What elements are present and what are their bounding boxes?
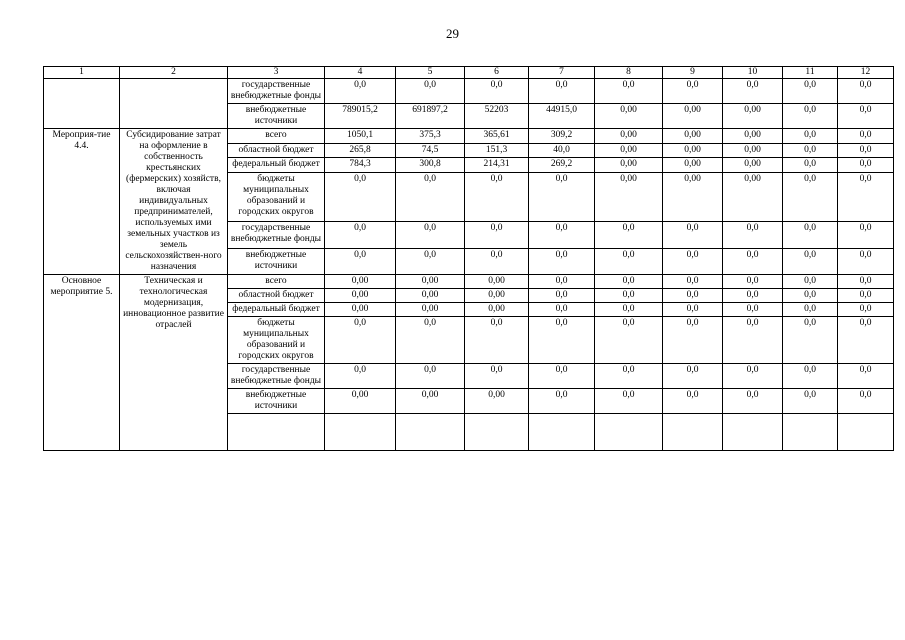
- value-cell: 0,0: [529, 79, 595, 104]
- funding-source-cell: бюджеты муниципальных образований и городских округов: [228, 317, 325, 364]
- measure-description-cell: [120, 79, 228, 129]
- value-cell: 691897,2: [396, 104, 465, 129]
- value-cell: 375,3: [396, 129, 465, 144]
- value-cell: 0,0: [783, 222, 838, 248]
- funding-source-cell: внебюджетные источники: [228, 104, 325, 129]
- value-cell: 0,0: [595, 317, 663, 364]
- header-cell: 5: [396, 67, 465, 79]
- blank-cell: [529, 414, 595, 451]
- value-cell: 0,00: [663, 173, 723, 222]
- funding-source-cell: областной бюджет: [228, 143, 325, 158]
- value-cell: 0,0: [529, 222, 595, 248]
- value-cell: 0,00: [465, 389, 529, 414]
- value-cell: 0,0: [325, 317, 396, 364]
- value-cell: 0,0: [783, 173, 838, 222]
- value-cell: 0,0: [595, 222, 663, 248]
- funding-source-cell: федеральный бюджет: [228, 303, 325, 317]
- value-cell: 0,0: [325, 222, 396, 248]
- value-cell: 0,0: [838, 248, 894, 274]
- blank-cell: [838, 414, 894, 451]
- value-cell: 0,0: [783, 248, 838, 274]
- value-cell: 151,3: [465, 143, 529, 158]
- value-cell: 365,61: [465, 129, 529, 144]
- value-cell: 0,00: [663, 143, 723, 158]
- value-cell: 0,0: [465, 173, 529, 222]
- value-cell: 0,00: [663, 158, 723, 173]
- value-cell: 0,0: [529, 289, 595, 303]
- value-cell: 789015,2: [325, 104, 396, 129]
- blank-cell: [465, 414, 529, 451]
- value-cell: 0,0: [838, 129, 894, 144]
- value-cell: 40,0: [529, 143, 595, 158]
- header-cell: 2: [120, 67, 228, 79]
- value-cell: 0,0: [723, 289, 783, 303]
- value-cell: 0,0: [838, 317, 894, 364]
- value-cell: 0,00: [325, 389, 396, 414]
- value-cell: 0,0: [783, 389, 838, 414]
- value-cell: 0,00: [325, 289, 396, 303]
- funding-source-cell: государственные внебюджетные фонды: [228, 364, 325, 389]
- value-cell: 0,0: [529, 303, 595, 317]
- value-cell: 0,0: [663, 222, 723, 248]
- value-cell: 0,0: [595, 389, 663, 414]
- value-cell: 0,0: [838, 275, 894, 289]
- value-cell: 0,00: [595, 173, 663, 222]
- header-cell: 12: [838, 67, 894, 79]
- value-cell: 44915,0: [529, 104, 595, 129]
- value-cell: 0,0: [465, 222, 529, 248]
- value-cell: 0,0: [783, 158, 838, 173]
- blank-cell: [228, 414, 325, 451]
- funding-source-cell: государственные внебюджетные фонды: [228, 79, 325, 104]
- value-cell: 309,2: [529, 129, 595, 144]
- value-cell: 0,0: [838, 143, 894, 158]
- measure-description-cell: Субсидирование затрат на оформление в собственность крестьянских (фермерских) хозяйств, включая индивидуальных предпринимателей, используемых ими земельных участков из земель сельскохозяйствен-ного назначения: [120, 129, 228, 275]
- value-cell: 0,00: [396, 275, 465, 289]
- value-cell: 0,00: [663, 129, 723, 144]
- value-cell: 0,0: [595, 364, 663, 389]
- value-cell: 0,0: [783, 143, 838, 158]
- budget-table: [43, 66, 894, 451]
- value-cell: 0,0: [838, 158, 894, 173]
- measure-code-cell: Мероприя-тие 4.4.: [44, 129, 120, 275]
- value-cell: 0,0: [663, 303, 723, 317]
- value-cell: 0,0: [595, 275, 663, 289]
- value-cell: 0,0: [838, 173, 894, 222]
- value-cell: 0,0: [783, 79, 838, 104]
- header-row: [44, 67, 894, 79]
- blank-cell: [663, 414, 723, 451]
- table-row: [44, 275, 894, 289]
- funding-source-cell: областной бюджет: [228, 289, 325, 303]
- blank-cell: [396, 414, 465, 451]
- value-cell: 0,0: [529, 248, 595, 274]
- value-cell: 0,0: [396, 79, 465, 104]
- value-cell: 1050,1: [325, 129, 396, 144]
- value-cell: 0,0: [465, 248, 529, 274]
- value-cell: 0,0: [325, 364, 396, 389]
- header-cell: 8: [595, 67, 663, 79]
- value-cell: 0,00: [723, 143, 783, 158]
- value-cell: 0,00: [663, 104, 723, 129]
- header-cell: 11: [783, 67, 838, 79]
- value-cell: 0,0: [723, 222, 783, 248]
- value-cell: 0,0: [529, 364, 595, 389]
- value-cell: 0,00: [595, 158, 663, 173]
- value-cell: 0,0: [529, 173, 595, 222]
- value-cell: 0,00: [723, 129, 783, 144]
- value-cell: 0,0: [723, 389, 783, 414]
- blank-cell: [595, 414, 663, 451]
- value-cell: 0,0: [465, 79, 529, 104]
- funding-source-cell: внебюджетные источники: [228, 248, 325, 274]
- value-cell: 0,0: [595, 303, 663, 317]
- value-cell: 0,00: [465, 275, 529, 289]
- page-number: 29: [446, 26, 459, 41]
- value-cell: 0,0: [723, 364, 783, 389]
- value-cell: 0,0: [838, 389, 894, 414]
- value-cell: 0,00: [325, 303, 396, 317]
- value-cell: 0,0: [396, 248, 465, 274]
- value-cell: 269,2: [529, 158, 595, 173]
- value-cell: 0,0: [465, 364, 529, 389]
- value-cell: 0,0: [723, 275, 783, 289]
- blank-cell: [783, 414, 838, 451]
- value-cell: 0,00: [465, 289, 529, 303]
- value-cell: 0,00: [396, 289, 465, 303]
- header-cell: 9: [663, 67, 723, 79]
- value-cell: 0,0: [783, 364, 838, 389]
- value-cell: 0,0: [838, 104, 894, 129]
- value-cell: 0,00: [465, 303, 529, 317]
- value-cell: 0,0: [783, 317, 838, 364]
- header-cell: 6: [465, 67, 529, 79]
- value-cell: 0,00: [723, 173, 783, 222]
- value-cell: 0,00: [723, 104, 783, 129]
- value-cell: 0,00: [325, 275, 396, 289]
- value-cell: 0,0: [663, 364, 723, 389]
- value-cell: 300,8: [396, 158, 465, 173]
- value-cell: 0,0: [396, 173, 465, 222]
- header-cell: 4: [325, 67, 396, 79]
- measure-code-cell: [44, 79, 120, 129]
- value-cell: 0,0: [838, 303, 894, 317]
- header-cell: 1: [44, 67, 120, 79]
- blank-cell: [723, 414, 783, 451]
- value-cell: 784,3: [325, 158, 396, 173]
- value-cell: 0,0: [723, 303, 783, 317]
- value-cell: 0,0: [838, 289, 894, 303]
- value-cell: 0,0: [663, 275, 723, 289]
- value-cell: 0,0: [783, 129, 838, 144]
- funding-source-cell: внебюджетные источники: [228, 389, 325, 414]
- value-cell: 0,0: [783, 104, 838, 129]
- value-cell: 0,0: [465, 317, 529, 364]
- header-cell: 3: [228, 67, 325, 79]
- table-row: [44, 129, 894, 144]
- funding-source-cell: государственные внебюджетные фонды: [228, 222, 325, 248]
- header-cell: 10: [723, 67, 783, 79]
- value-cell: 0,00: [595, 104, 663, 129]
- value-cell: 0,0: [529, 317, 595, 364]
- value-cell: 0,0: [783, 303, 838, 317]
- value-cell: 0,0: [396, 364, 465, 389]
- value-cell: 0,0: [663, 389, 723, 414]
- value-cell: 0,0: [595, 248, 663, 274]
- value-cell: 0,00: [595, 143, 663, 158]
- funding-source-cell: федеральный бюджет: [228, 158, 325, 173]
- funding-source-cell: всего: [228, 275, 325, 289]
- value-cell: 265,8: [325, 143, 396, 158]
- value-cell: 0,0: [783, 275, 838, 289]
- value-cell: 0,0: [396, 317, 465, 364]
- measure-code-cell: Основное мероприятие 5.: [44, 275, 120, 451]
- funding-source-cell: бюджеты муниципальных образований и городских округов: [228, 173, 325, 222]
- measure-description-cell: Техническая и технологическая модернизация, инновационное развитие отраслей: [120, 275, 228, 451]
- value-cell: 0,0: [325, 173, 396, 222]
- value-cell: 214,31: [465, 158, 529, 173]
- blank-cell: [325, 414, 396, 451]
- header-cell: 7: [529, 67, 595, 79]
- value-cell: 0,0: [723, 317, 783, 364]
- value-cell: 0,00: [595, 129, 663, 144]
- value-cell: 0,0: [325, 79, 396, 104]
- value-cell: 0,0: [595, 289, 663, 303]
- value-cell: 0,00: [396, 389, 465, 414]
- funding-source-cell: всего: [228, 129, 325, 144]
- value-cell: 0,0: [838, 222, 894, 248]
- value-cell: 0,0: [529, 389, 595, 414]
- value-cell: 74,5: [396, 143, 465, 158]
- value-cell: 0,00: [723, 158, 783, 173]
- table-row: [44, 79, 894, 104]
- value-cell: 0,00: [396, 303, 465, 317]
- value-cell: 0,0: [783, 289, 838, 303]
- value-cell: 0,0: [663, 248, 723, 274]
- value-cell: 0,0: [595, 79, 663, 104]
- value-cell: 0,0: [325, 248, 396, 274]
- value-cell: 0,0: [663, 317, 723, 364]
- value-cell: 0,0: [838, 79, 894, 104]
- value-cell: 0,0: [663, 79, 723, 104]
- value-cell: 0,0: [529, 275, 595, 289]
- value-cell: 0,0: [396, 222, 465, 248]
- value-cell: 0,0: [723, 79, 783, 104]
- value-cell: 52203: [465, 104, 529, 129]
- value-cell: 0,0: [838, 364, 894, 389]
- value-cell: 0,0: [723, 248, 783, 274]
- value-cell: 0,0: [663, 289, 723, 303]
